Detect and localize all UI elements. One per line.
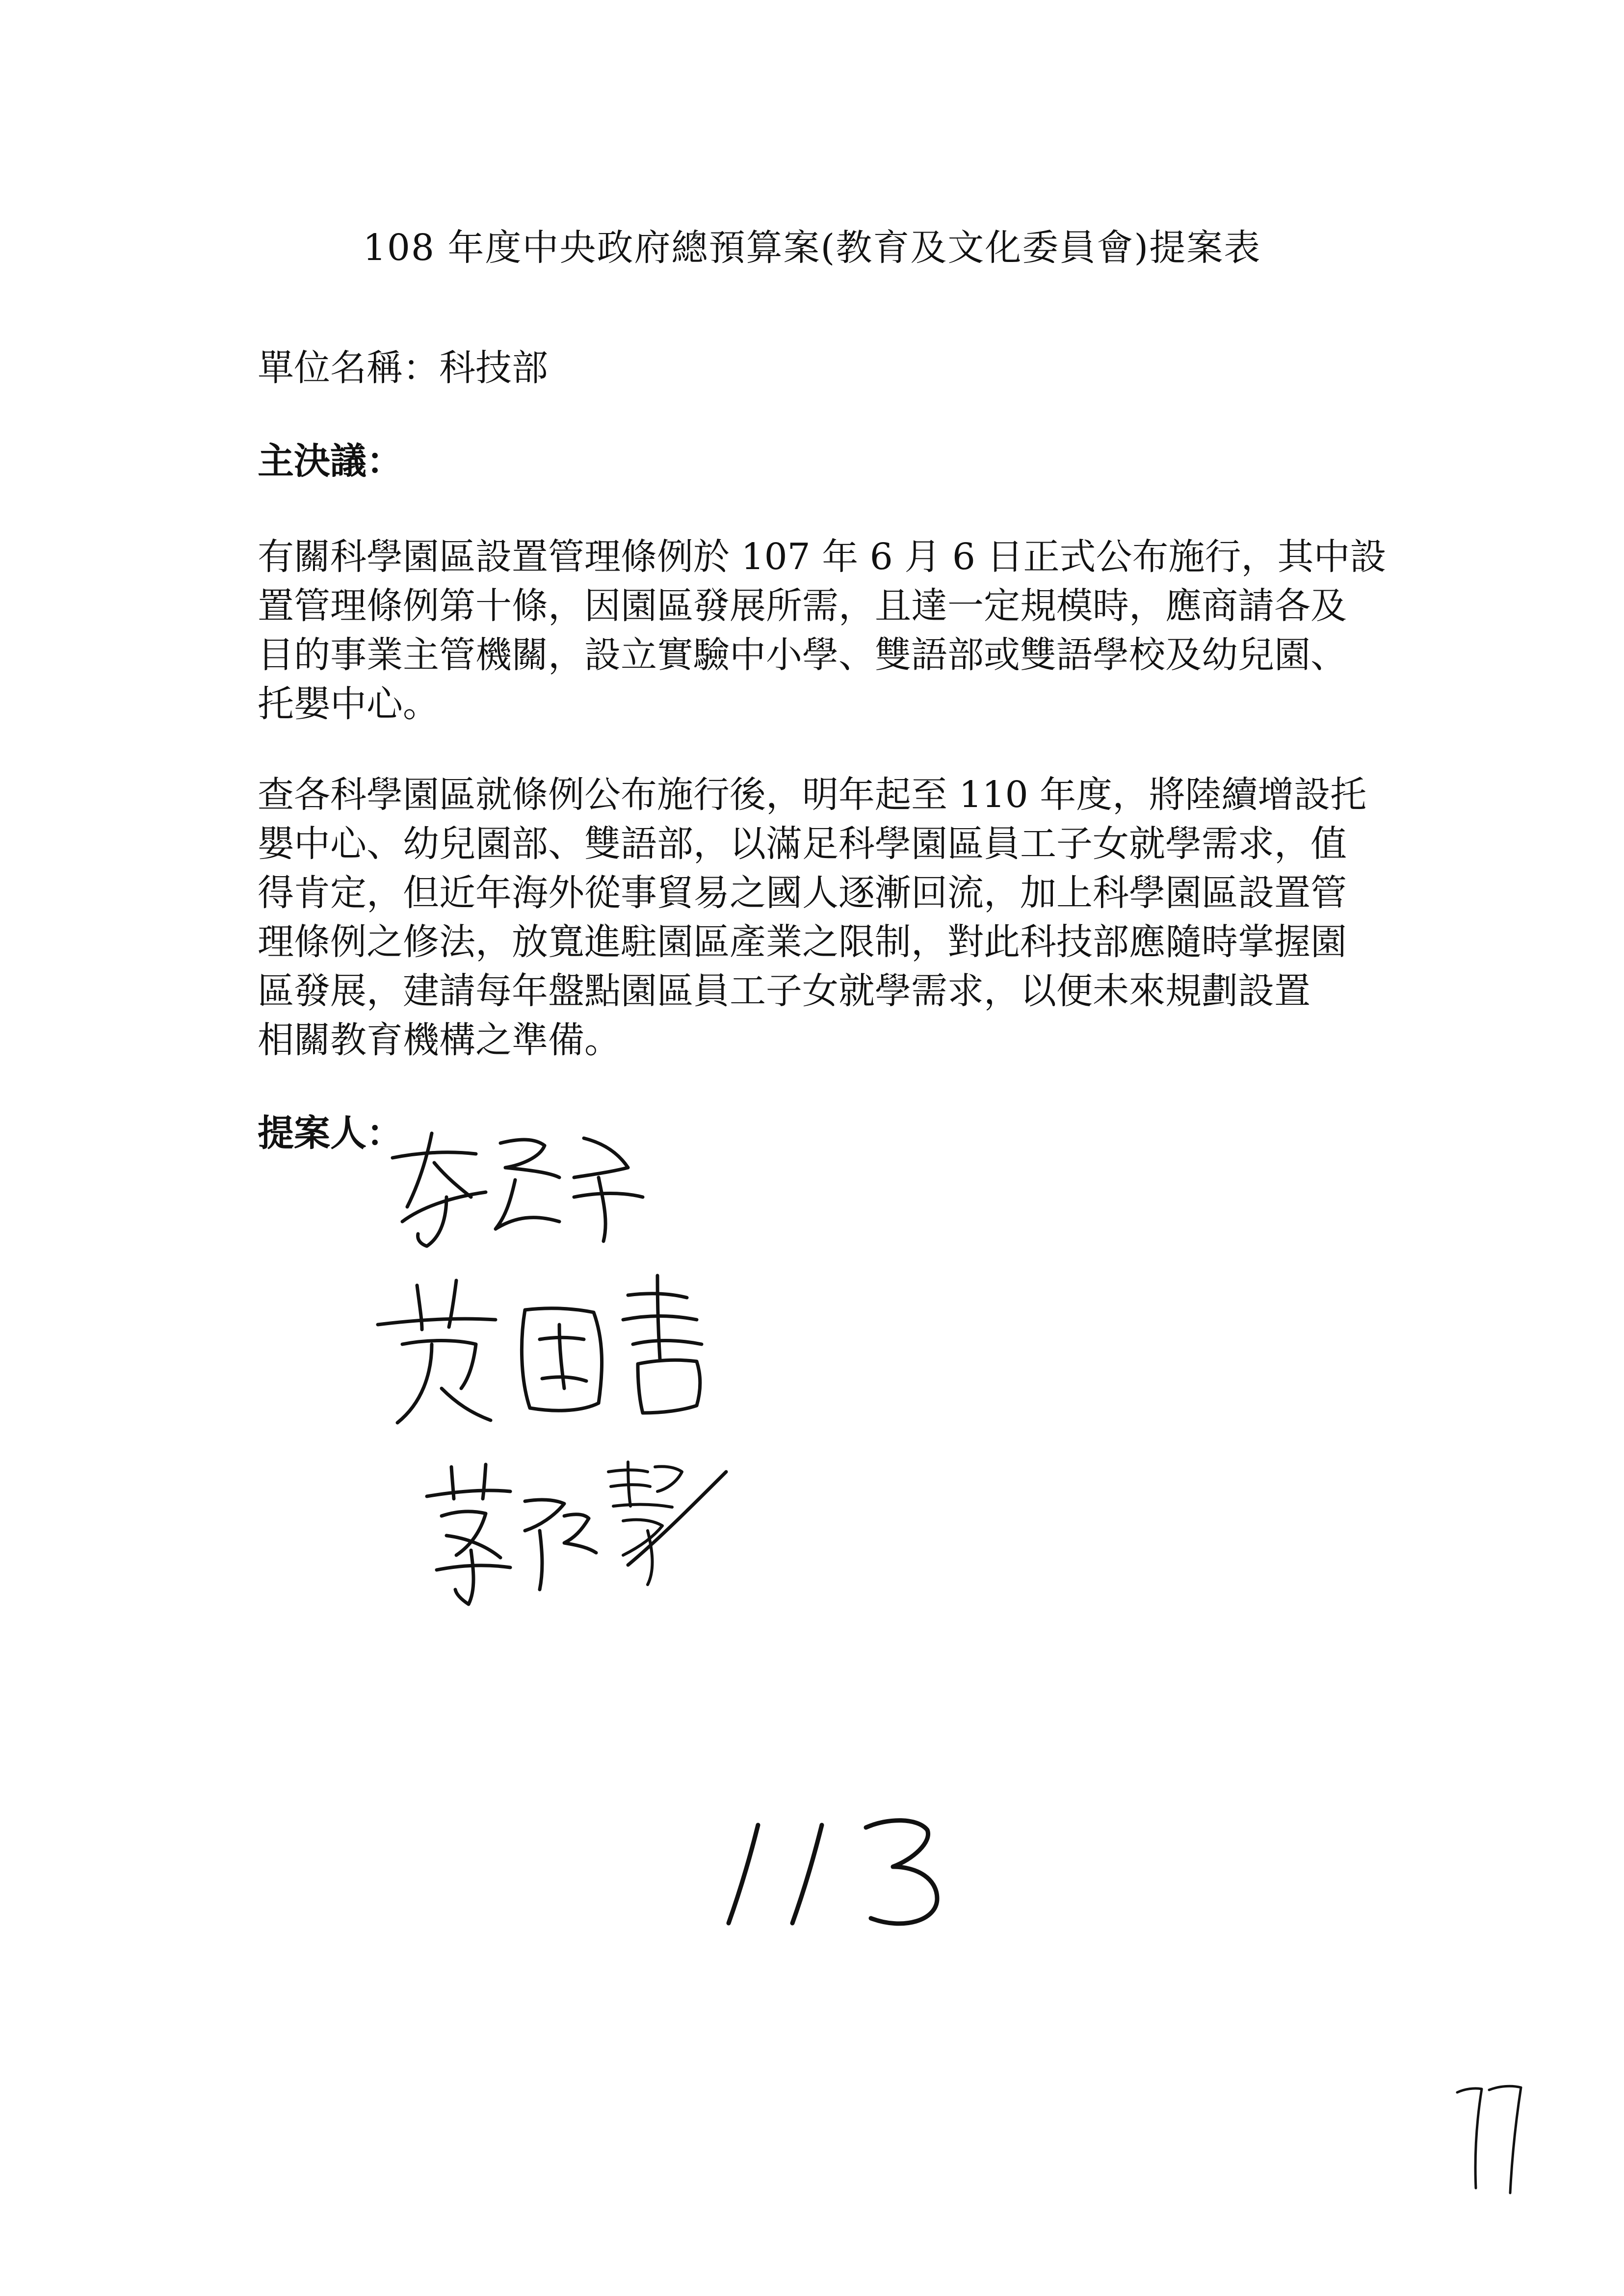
- paragraph-line: 托嬰中心。: [258, 683, 439, 725]
- paragraph-line: 目的事業主管機關，設立實驗中小學、雙語部或雙語學校及幼兒園、: [258, 634, 1347, 676]
- handwritten-signature-1: [373, 1123, 657, 1251]
- paragraph-line: 區發展，建請每年盤點園區員工子女就學需求，以便未來規劃設置: [258, 970, 1310, 1012]
- paragraph-line: 得肯定，但近年海外從事貿易之國人逐漸回流，加上科學園區設置管: [258, 872, 1347, 914]
- paragraph-line: 嬰中心、幼兒園部、雙語部，以滿足科學園區員工子女就學需求，值: [258, 823, 1347, 865]
- proposer-label: 提案人：: [258, 1112, 403, 1154]
- handwritten-signature-2: [363, 1266, 716, 1428]
- main-resolution-heading: 主決議：: [258, 440, 403, 482]
- paragraph-line: 查各科學園區就條例公布施行後，明年起至 110 年度，將陸續增設托: [258, 774, 1367, 816]
- handwritten-page-number-77: [1452, 2080, 1526, 2198]
- paragraph-1: [258, 532, 1406, 729]
- handwritten-page-number-113: [716, 1815, 947, 1933]
- paragraph-line: 理條例之修法，放寬進駐園區產業之限制，對此科技部應隨時掌握園: [258, 921, 1347, 963]
- unit-name-line: 單位名稱：科技部: [258, 347, 548, 389]
- document-title: 108 年度中央政府總預算案(教育及文化委員會)提案表: [363, 227, 1261, 269]
- handwritten-signature-3: [417, 1452, 731, 1609]
- paragraph-line: 相關教育機構之準備。: [258, 1019, 621, 1061]
- paragraph-2: [258, 770, 1406, 1065]
- paragraph-line: 置管理條例第十條，因園區發展所需，且達一定規模時，應商請各及: [258, 585, 1347, 627]
- paragraph-line: 有關科學園區設置管理條例於 107 年 6 月 6 日正式公布施行，其中設: [258, 536, 1387, 578]
